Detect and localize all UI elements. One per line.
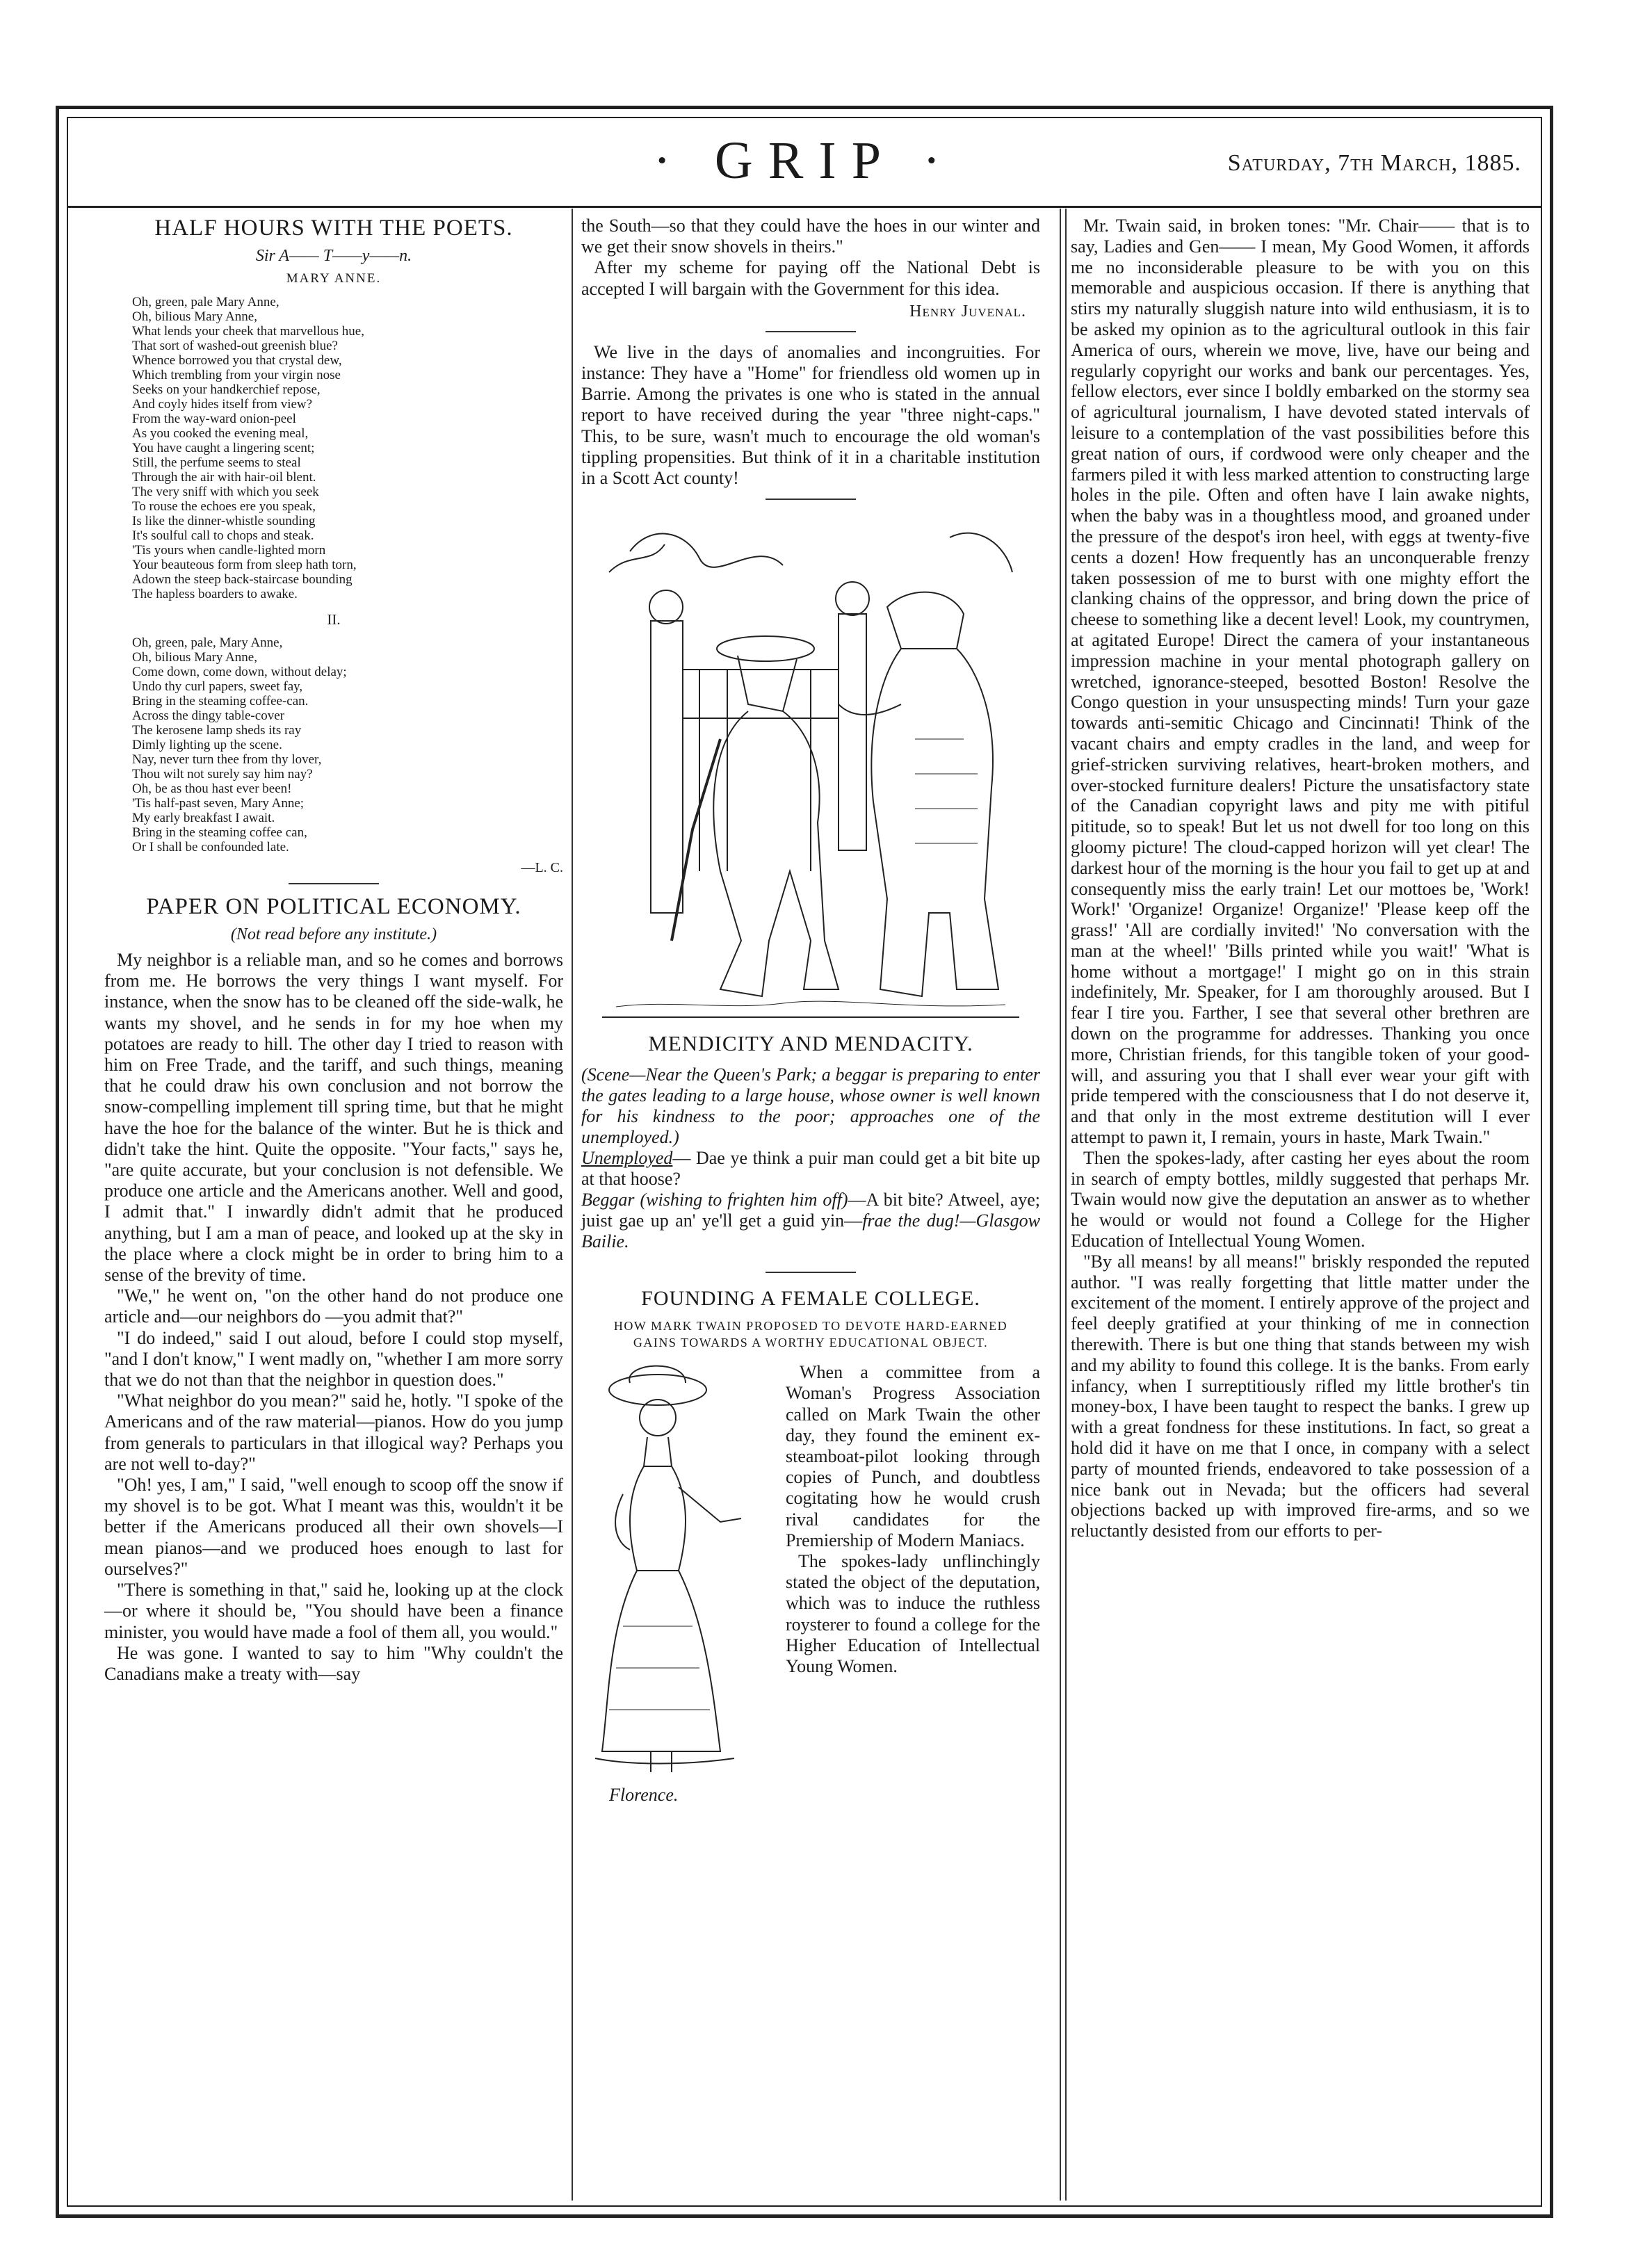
poets-author: Sir A—— T——y——n. (255, 247, 412, 265)
economy-paragraph: My neighbor is a reliable man, and so he comes and borrows from me. He borrows the very things I want myself. For instance, when the snow has to be cleaned off the side-walk, he wants my shovel, and he sends in for my hoe when my potatoes are ready to hill. The other day I tried to reason with him on Free Trade, and the tariff, and such things, meaning that he could draw his own conclusion and not borrow the snow-compelling implement till spring time, but that he might have the hoe for the balance of the winter. But he is thick and didn't take the hint. Quite the opposite. "Your facts," says he, "are quite accurate, but your conclusion is not defensible. We produce one article and the Americans another. Well and good, I admit that." I inwardly didn't admit that he produced anything, but I am a man of peace, and looked up at the sky in the place where a clock might be in order to bring him to a sense of the brevity of time. (104, 950, 563, 1286)
poem-stanza-2 (104, 635, 563, 854)
college-paragraph: The spokes-lady unflinchingly stated the object of the deputation, which was to induce the ruthless roysterer to found a college for the Higher Education of Intellectual Young Women. (786, 1551, 1040, 1677)
section-divider (289, 883, 379, 884)
speaker-unemployed: Unemployed (581, 1148, 673, 1169)
college-deck: HOW MARK TWAIN PROPOSED TO DEVOTE HARD-EARNED GAINS TOWARDS A WORTHY EDUCATIONAL OBJECT. (613, 1319, 1008, 1350)
economy-paragraph: "There is something in that," said he, looking up at the clock—or where it should be, "You should have been a finance minister, you would have made a fool of them all, you would." (104, 1580, 563, 1642)
poem-line: Oh, be as thou hast ever been! (132, 781, 292, 796)
speaker-beggar: Beggar (581, 1190, 635, 1210)
artist-signature: Florence. (609, 1785, 679, 1806)
college-section (581, 1362, 1040, 1806)
column-rule (1060, 209, 1061, 2201)
economy-continuation: the South—so that they could have the hoes in our winter and we get their snow shovels in theirs." (581, 216, 1040, 257)
poem-line: What lends your cheek that marvellous hue, (132, 324, 364, 339)
lady-drawing (581, 1362, 776, 1786)
poem-line: Which trembling from your virgin nose (132, 368, 341, 382)
poem-line: Thou wilt not surely say him nay? (132, 767, 313, 781)
poem-line: Oh, green, pale, Mary Anne, (132, 635, 283, 650)
masthead-rule (67, 206, 1542, 208)
poem-stanza-1 (104, 295, 563, 601)
poem-line: Oh, bilious Mary Anne, (132, 309, 257, 324)
section-divider (766, 499, 856, 500)
poem-line: Through the air with hair-oil blent. (132, 470, 316, 485)
economy-paragraph: "We," he went on, "on the other hand do not produce one article and—our neighbors do —you admit that?" (104, 1286, 563, 1327)
college-title: FOUNDING A FEMALE COLLEGE. (641, 1287, 980, 1311)
poem-line: Whence borrowed you that crystal dew, (132, 353, 342, 368)
poem-line: My early breakfast I await. (132, 811, 275, 825)
anomalies-paragraph: We live in the days of anomalies and incongruities. For instance: They have a "Home" for friendless old women up in Barrie. Among the privates is one who is stated in the annual report to have received during the year "three night-caps." This, to be sure, wasn't much to encourage the old woman's tippling propensities. But think of it in a charitable institution in a Scott Act county! (581, 341, 1040, 489)
economy-subtitle: (Not read before any institute.) (230, 925, 437, 943)
economy-paragraph: "What neighbor do you mean?" said he, hotly. "I spoke of the Americans and of the raw material—pianos. How do you jump from generals to particulars in that illogical way? Perhaps you are not well to-day?" (104, 1391, 563, 1474)
cartoon-drawing (588, 510, 1033, 1024)
lady-illustration (581, 1362, 776, 1807)
college-paragraph: When a committee from a Woman's Progress Association called on Mark Twain the other day, they found the eminent ex-steamboat-pilot looking through copies of Punch, and doubtless cogitating how he would crush rival candidates for the Premiership of Modern Maniacs. (786, 1362, 1040, 1550)
masthead-title: · GRIP · (653, 131, 956, 190)
section-divider (766, 1272, 856, 1273)
poem-line: The very sniff with which you seek (132, 485, 319, 499)
column-rule (572, 209, 573, 2201)
economy-paragraph: "I do indeed," said I out aloud, before I could stop myself, "and I don't know," I went madly on, "whether I am more sorry that we do not than that the neighbor in question does." (104, 1327, 563, 1391)
cartoon-dialogue-beggar (581, 1190, 1040, 1252)
column-3 (1071, 216, 1530, 1541)
poem-line: That sort of washed-out greenish blue? (132, 339, 338, 353)
poem-line: You have caught a lingering scent; (132, 441, 315, 455)
poem-line: Seeks on your handkerchief repose, (132, 382, 321, 397)
poem-line: Undo thy curl papers, sweet fay, (132, 679, 303, 694)
poem-line: It's soulful call to chops and steak. (132, 528, 314, 543)
cartoon-dialogue-unemployed (581, 1148, 1040, 1190)
scheme-paragraph: After my scheme for paying off the National Debt is accepted I will bargain with the Government for this idea. (581, 257, 1040, 299)
juvenal-signature: Henry Juvenal. (909, 302, 1026, 321)
beggar-line: —A bit bite? Atweel, aye; juist gae up an' ye'll get a guid yin— (581, 1190, 1041, 1231)
section-divider (766, 331, 856, 332)
poem-line: Bring in the steaming coffee can, (132, 825, 307, 840)
twain-paragraph: "By all means! by all means!" briskly responded the reputed author. "I was really forgetting that little matter under the excitement of the moment. I entirely approve of the project and feel deeply gratified at your thinking of me in connection therewith. There is but one thing that stands between my wish and my ability to found this college. It is the banks. From early infancy, when I surreptitiously rifled my little brother's tin money-box, I have been taught to respect the banks. I grew up with a great fondness for these institutions. In fact, so great a hold did it have on me that I once, in company with a select party of mounted friends, endeavored to take possession of a nice bank out in Nevada; but the officers had several objections backed up with improved fire-arms, and so we reluctantly desisted from our efforts to per- (1071, 1251, 1530, 1541)
poem-line: Come down, come down, without delay; (132, 665, 347, 679)
poem-title: MARY ANNE. (286, 271, 382, 286)
cartoon-source: frae the dug!—Glasgow Bailie. (581, 1210, 1040, 1252)
poem-line: Nay, never turn thee from thy lover, (132, 752, 322, 767)
poem-line: Dimly lighting up the scene. (132, 738, 282, 752)
column-2 (581, 216, 1040, 1807)
twain-paragraph: Then the spokes-lady, after casting her eyes about the room in search of empty bottles, mildly suggested that perhaps Mr. Twain would now give the deputation an answer as to whether he would or would not found a College for the Higher Education of Intellectual Young Women. (1071, 1147, 1530, 1251)
column-rule (1065, 209, 1067, 2201)
poem-line: Bring in the steaming coffee-can. (132, 694, 309, 708)
poem-line: 'Tis yours when candle-lighted morn (132, 543, 326, 558)
poem-line: And coyly hides itself from view? (132, 397, 313, 412)
poem-line: Adown the steep back-staircase bounding (132, 572, 353, 587)
economy-paragraph: He was gone. I wanted to say to him "Why couldn't the Canadians make a treaty with—say (104, 1642, 563, 1684)
poem-line: The hapless boarders to awake. (132, 587, 298, 601)
cartoon-scene: (Scene—Near the Queen's Park; a beggar is preparing to enter the gates leading to a large house, whose owner is well known for his kindness to the poor; approaches one of the unemployed.) (581, 1064, 1040, 1148)
economy-paragraph: "Oh! yes, I am," I said, "well enough to scoop off the snow if my shovel is to be got. What I meant was this, wouldn't it be better if the Americans produced all their own shovels—I mean pianos—and we produced hoes enough to last for ourselves?" (104, 1475, 563, 1579)
cartoon-illustration (588, 510, 1033, 1024)
poem-signature: —L. C. (521, 860, 563, 875)
poem-line: Across the dingy table-cover (132, 708, 284, 723)
stanza-numeral: II. (327, 611, 341, 628)
poem-line: 'Tis half-past seven, Mary Anne; (132, 796, 305, 811)
economy-title: PAPER ON POLITICAL ECONOMY. (146, 894, 521, 919)
poem-line: As you cooked the evening meal, (132, 426, 309, 441)
poem-line: Is like the dinner-whistle sounding (132, 514, 316, 528)
poem-line: Still, the perfume seems to steal (132, 455, 301, 470)
poets-title: HALF HOURS WITH THE POETS. (154, 216, 513, 241)
column-1 (104, 216, 563, 1685)
masthead (67, 118, 1542, 209)
poem-line: Oh, bilious Mary Anne, (132, 650, 257, 665)
beggar-direction: (wishing to frighten him off) (640, 1190, 848, 1210)
poem-line: Oh, green, pale Mary Anne, (132, 295, 280, 309)
poem-line: Or I shall be confounded late. (132, 840, 289, 854)
masthead-date: Saturday, 7th March, 1885. (1227, 150, 1521, 176)
poem-line: Your beauteous form from sleep hath torn, (132, 558, 357, 572)
cartoon-title: MENDICITY AND MENDACITY. (648, 1031, 973, 1056)
poem-line: The kerosene lamp sheds its ray (132, 723, 302, 738)
poem-line: From the way-ward onion-peel (132, 412, 296, 426)
twain-paragraph: Mr. Twain said, in broken tones: "Mr. Chair—— that is to say, Ladies and Gen—— I mean, My Good Women, it affords me no inconsiderable pleasure to be with you on this memorable and auspicious occasion. If there is anything that stirs my naturally sluggish nature into wild enthusiasm, it is to be asked my opinion as to the agricultural outlook in this fair America of ours, wherein we move, live, have our being and regularly copyright our works and bank our percentages. Yes, fellow electors, ever since I boldly embarked on the stormy sea of agricultural journalism, I have devoted stated intervals of leisure to a contemplation of the vast possibilities before this great nation of ours, if cordwood were only cheaper and the farmers piled it with less marked attention to constructing large holes in the pile. Often and often have I lain awake nights, when the baby was in a thoughtless mood, and groaned under the pressure of the despot's iron heel, with eggs at twenty-five cents a dozen! How frequently has an unconquerable frenzy taken possession of me to burst with one mighty effort the clanking chains of the oppressor, and bring down the price of cheese to something like a decent level! Look, my countrymen, at agitated Europe! Direct the camera of your instantaneous impression machine in your mental photograph gallery on wretched, ignorance-steeped, besotted Boston! Resolve the Congo question in your unsuspecting minds! Turn your gaze towards anti-semitic Chicago and Cincinnati! Think of the vacant chairs and empty cradles in the land, and weep for grief-stricken surviving relatives, heart-broken mothers, and over-stocked furniture dealers! Picture the unsatisfactory state of the Canadian copyright laws and pity me with pitiful pititude, so to speak! But let us not dwell for too long on this gloomy picture! The cloud-capped horizon will yet clear! The darkest hour of the morning is the hour you fail to get up at and consequently miss the early train! Let our mottoes be, 'Work! Work!' 'Organize! Organize! Organize!' 'Please keep off the grass!' 'All are cordially invited!' 'No conversation with the man at the wheel!' 'Bills printed while you wait!' 'What is home without a mortgage!' I might go on in this strain indefinitely, Mr. Speaker, for I am thoroughly aroused. But I fear I tire you. Farther, I see that several other brethren are down on the programme for addresses. Thanking you once more, Christian friends, for this tangible token of your good-will, and assuring you that I shall ever wear your gift with pride tempered with the consciousness that I do not deserve it, and that only in the most extreme destitution will I ever attempt to pawn it, I remain, yours in haste, Mark Twain." (1071, 216, 1530, 1148)
unemployed-line: — Dae ye think a puir man could get a bit bite up at that hoose? (581, 1148, 1040, 1190)
poem-line: To rouse the echoes ere you speak, (132, 499, 316, 514)
